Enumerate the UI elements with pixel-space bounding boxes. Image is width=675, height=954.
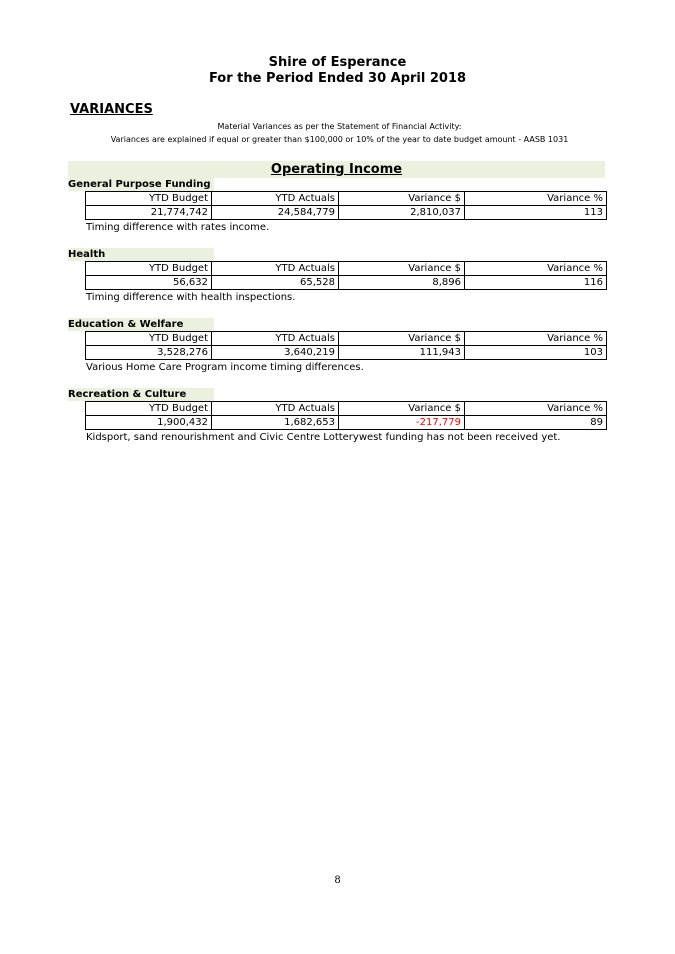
col-variance-amount: Variance $ [339,262,465,276]
table-row [86,206,607,220]
variance-comment: Kidsport, sand renourishment and Civic Centre Lotterywest funding has not been received yet. [86,432,561,443]
table-header-row [86,402,607,416]
page-number: 8 [334,875,341,886]
col-variance-pct: Variance % [465,192,607,206]
ytd-actuals-value: 65,528 [212,276,339,290]
col-variance-pct: Variance % [465,332,607,346]
variance-amount-value: 2,810,037 [339,206,465,220]
section-label: General Purpose Funding [68,178,214,191]
variance-comment: Timing difference with health inspections. [86,292,296,303]
col-ytd-actuals: YTD Actuals [212,402,339,416]
col-ytd-actuals: YTD Actuals [212,262,339,276]
report-period-title: For the Period Ended 30 April 2018 [208,71,467,86]
variance-comment: Various Home Care Program income timing differences. [86,362,364,373]
section-recreation-culture [68,388,608,444]
variance-note-1: Material Variances as per the Statement of Financial Activity: [217,122,462,131]
variance-table [85,401,607,430]
ytd-actuals-value: 3,640,219 [212,346,339,360]
table-row [86,276,607,290]
table-header-row [86,332,607,346]
ytd-budget-value: 3,528,276 [86,346,212,360]
section-label: Recreation & Culture [68,388,214,401]
variance-amount-value: -217,779 [339,416,465,430]
section-label: Health [68,248,214,261]
col-ytd-budget: YTD Budget [86,402,212,416]
operating-income-title: Operating Income [270,162,403,177]
section-education-welfare [68,318,608,374]
variance-pct-value: 103 [465,346,607,360]
col-ytd-actuals: YTD Actuals [212,192,339,206]
ytd-budget-value: 21,774,742 [86,206,212,220]
variances-heading: VARIANCES [70,102,153,117]
report-org-title: Shire of Esperance [268,55,407,70]
col-ytd-budget: YTD Budget [86,332,212,346]
ytd-actuals-value: 1,682,653 [212,416,339,430]
section-general-purpose-funding [68,178,608,234]
variance-amount-value: 111,943 [339,346,465,360]
ytd-actuals-value: 24,584,779 [212,206,339,220]
variance-pct-value: 116 [465,276,607,290]
variance-pct-value: 113 [465,206,607,220]
section-health [68,248,608,304]
variance-table [85,261,607,290]
variance-table [85,331,607,360]
col-ytd-budget: YTD Budget [86,192,212,206]
col-variance-amount: Variance $ [339,192,465,206]
variance-amount-value: 8,896 [339,276,465,290]
table-header-row [86,262,607,276]
ytd-budget-value: 1,900,432 [86,416,212,430]
table-row [86,416,607,430]
col-ytd-budget: YTD Budget [86,262,212,276]
variance-pct-value: 89 [465,416,607,430]
col-ytd-actuals: YTD Actuals [212,332,339,346]
col-variance-pct: Variance % [465,262,607,276]
col-variance-pct: Variance % [465,402,607,416]
variance-note-2: Variances are explained if equal or greater than $100,000 or 10% of the year to date budget amount - AASB 1031 [110,135,569,144]
table-row [86,346,607,360]
col-variance-amount: Variance $ [339,402,465,416]
col-variance-amount: Variance $ [339,332,465,346]
section-label: Education & Welfare [68,318,214,331]
ytd-budget-value: 56,632 [86,276,212,290]
variance-table [85,191,607,220]
variance-comment: Timing difference with rates income. [86,222,270,233]
table-header-row [86,192,607,206]
